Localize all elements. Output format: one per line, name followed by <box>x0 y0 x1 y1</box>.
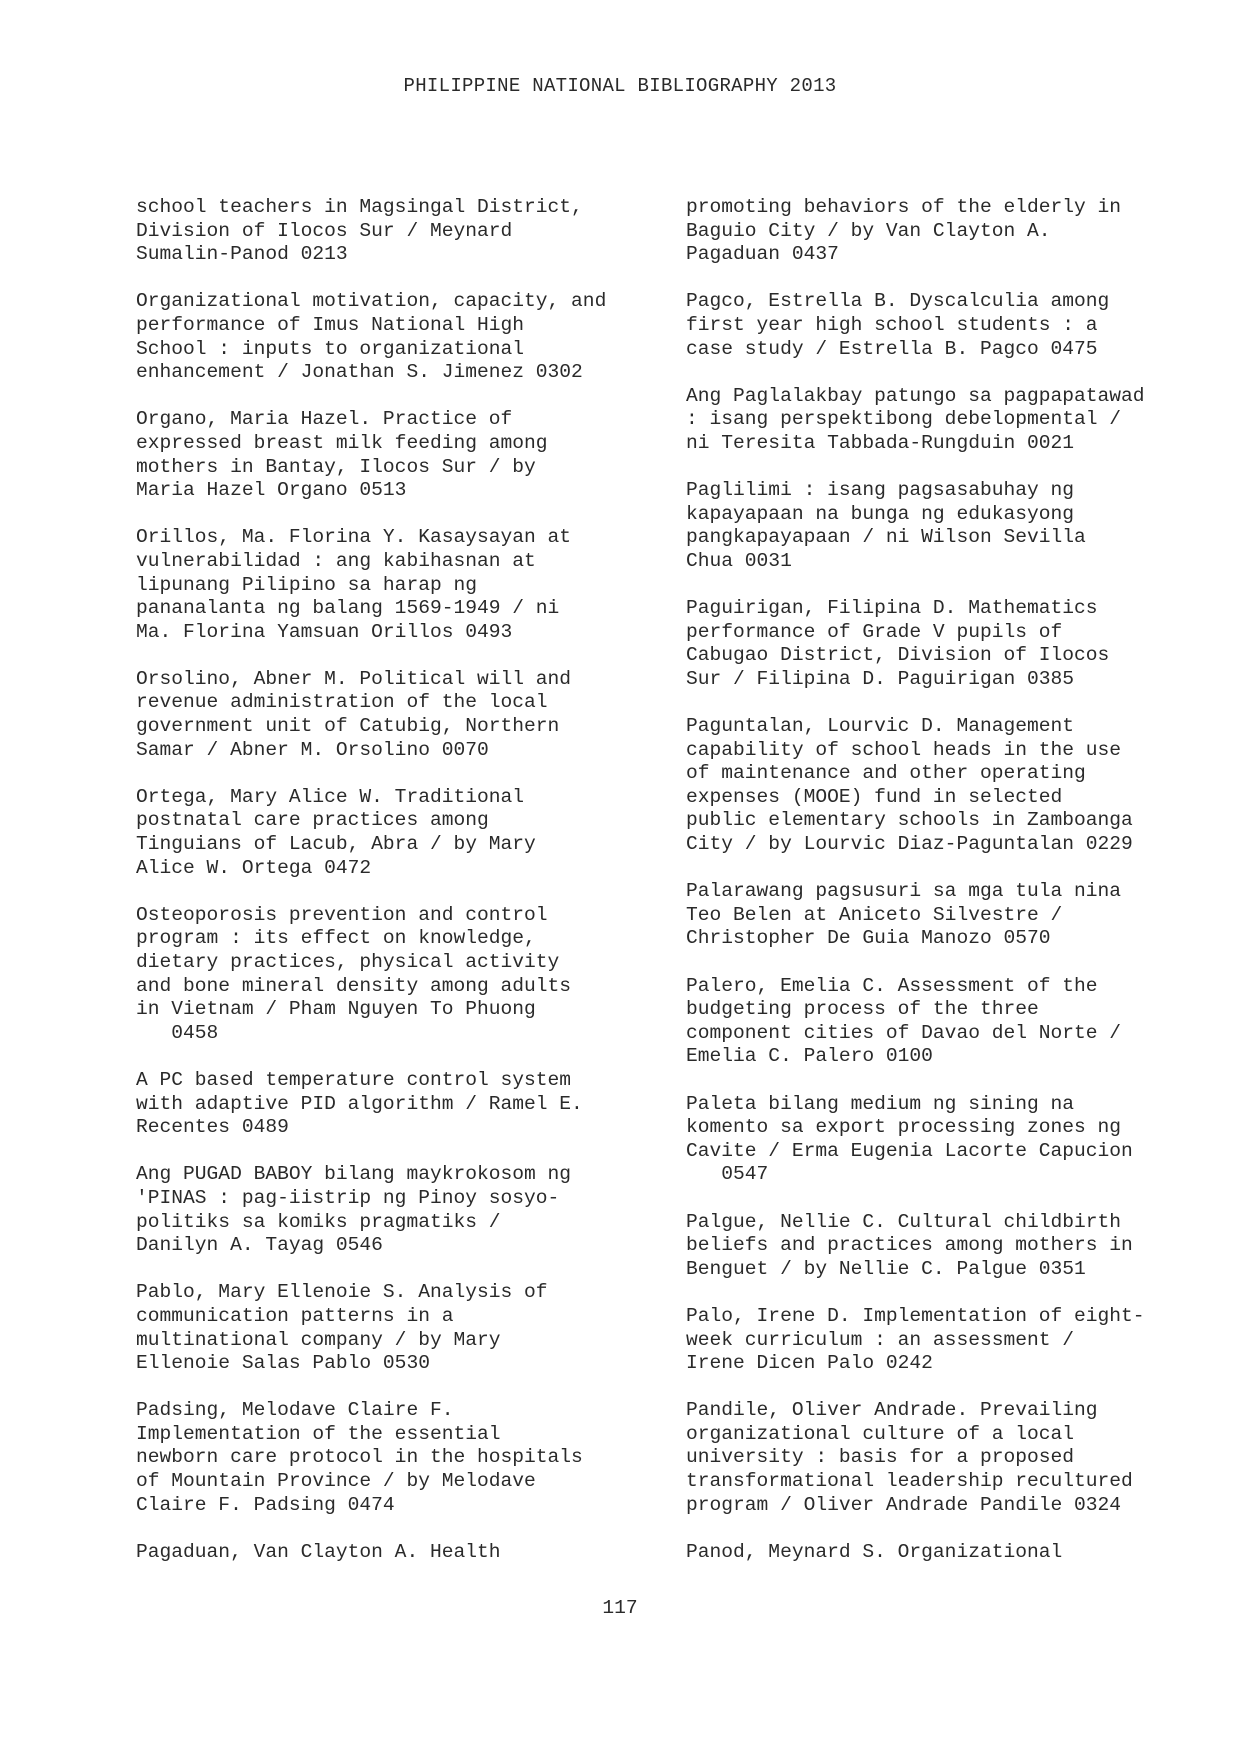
entry-line: Palarawang pagsusuri sa mga tula nina <box>686 880 1122 903</box>
entry-line: Implementation of the essential <box>136 1422 501 1445</box>
entry-line: 0458 <box>136 1021 219 1044</box>
entry-line: capability of school heads in the use <box>686 738 1122 761</box>
entry-line: program / Oliver Andrade Pandile 0324 <box>686 1493 1122 1516</box>
entry-line: Cabugao District, Division of Ilocos <box>686 644 1110 667</box>
entry-line: public elementary schools in Zamboanga <box>686 809 1133 832</box>
entry-line: 'PINAS : pag-iistrip ng Pinoy sosyo- <box>136 1186 560 1209</box>
entry-line: school teachers in Magsingal District, <box>136 196 583 218</box>
entry-line: vulnerabilidad : ang kabihasnan at <box>136 549 536 572</box>
entry-line: case study / Estrella B. Pagco 0475 <box>686 337 1098 360</box>
bibliography-entry <box>686 196 1216 267</box>
entry-line: and bone mineral density among adults <box>136 974 572 997</box>
bibliography-entry <box>136 1281 666 1375</box>
entry-line: Paguntalan, Lourvic D. Management <box>686 715 1075 738</box>
bibliography-entry <box>686 715 1216 857</box>
entry-line: budgeting process of the three <box>686 998 1039 1021</box>
entry-line: Pandile, Oliver Andrade. Prevailing <box>686 1399 1098 1422</box>
entry-line: Padsing, Melodave Claire F. <box>136 1399 454 1422</box>
entry-line: Christopher De Guia Manozo 0570 <box>686 927 1051 950</box>
entry-line: Sumalin-Panod 0213 <box>136 243 348 266</box>
entry-line: week curriculum : an assessment / <box>686 1328 1075 1351</box>
entry-line: newborn care protocol in the hospitals <box>136 1446 583 1469</box>
entry-line: Orsolino, Abner M. Political will and <box>136 667 572 690</box>
entry-line: Claire F. Padsing 0474 <box>136 1493 395 1516</box>
bibliography-entry <box>136 290 666 384</box>
entry-line: Maria Hazel Organo 0513 <box>136 479 407 502</box>
left-column <box>136 196 666 1588</box>
entry-line: kapayapaan na bunga ng edukasyong <box>686 502 1075 525</box>
entry-line: revenue administration of the local <box>136 691 548 714</box>
entry-line: promoting behaviors of the elderly in <box>686 196 1122 218</box>
entry-line: Pagco, Estrella B. Dyscalculia among <box>686 290 1110 313</box>
bibliography-entry <box>686 1211 1216 1282</box>
entry-line: Tinguians of Lacub, Abra / by Mary <box>136 833 536 856</box>
entry-line: expenses (MOOE) fund in selected <box>686 785 1063 808</box>
entry-line: Osteoporosis prevention and control <box>136 903 548 926</box>
page-header: PHILIPPINE NATIONAL BIBLIOGRAPHY 2013 <box>403 75 837 97</box>
bibliography-entry <box>136 1163 666 1257</box>
entry-line: dietary practices, physical activity <box>136 951 560 973</box>
bibliography-entry <box>686 1541 1216 1565</box>
entry-line: expressed breast milk feeding among <box>136 431 548 454</box>
entry-line: pangkapayapaan / ni Wilson Sevilla <box>686 526 1086 549</box>
entry-line: Ang Paglalakbay patungo sa pagpapatawad <box>686 384 1145 407</box>
bibliography-entry <box>136 904 666 1046</box>
entry-line: Alice W. Ortega 0472 <box>136 856 372 879</box>
entry-line: mothers in Bantay, Ilocos Sur / by <box>136 455 536 478</box>
entry-line: Ma. Florina Yamsuan Orillos 0493 <box>136 620 513 643</box>
right-column <box>686 196 1216 1588</box>
entry-line: Pagaduan, Van Clayton A. Health <box>136 1540 501 1563</box>
entry-line: Paguirigan, Filipina D. Mathematics <box>686 597 1098 620</box>
entry-line: Ellenoie Salas Pablo 0530 <box>136 1352 430 1375</box>
entry-line: Baguio City / by Van Clayton A. <box>686 219 1051 242</box>
entry-line: komento sa export processing zones ng <box>686 1116 1122 1139</box>
entry-line: Palo, Irene D. Implementation of eight- <box>686 1304 1145 1327</box>
bibliography-entry <box>686 1399 1216 1517</box>
entry-line: university : basis for a proposed <box>686 1446 1075 1469</box>
entry-line: Paglilimi : isang pagsasabuhay ng <box>686 479 1075 502</box>
entry-line: pananalanta ng balang 1569-1949 / ni <box>136 597 560 620</box>
entry-line: Teo Belen at Aniceto Silvestre / <box>686 903 1063 926</box>
entry-line: of Mountain Province / by Melodave <box>136 1470 536 1493</box>
entry-line: A PC based temperature control system <box>136 1068 572 1091</box>
bibliography-entry <box>136 1541 666 1565</box>
bibliography-entry <box>686 975 1216 1069</box>
bibliography-entry <box>136 668 666 762</box>
entry-line: first year high school students : a <box>686 313 1098 336</box>
entry-line: multinational company / by Mary <box>136 1328 501 1351</box>
bibliography-entry <box>686 479 1216 573</box>
entry-line: Sur / Filipina D. Paguirigan 0385 <box>686 667 1075 690</box>
entry-line: government unit of Catubig, Northern <box>136 715 560 738</box>
entry-line: Division of Ilocos Sur / Meynard <box>136 219 513 242</box>
entry-line: Benguet / by Nellie C. Palgue 0351 <box>686 1257 1086 1280</box>
bibliography-entry <box>686 1305 1216 1376</box>
bibliography-entry <box>136 1069 666 1140</box>
bibliography-entry <box>136 1399 666 1517</box>
bibliography-entry <box>136 408 666 502</box>
entry-line: transformational leadership recultured <box>686 1470 1133 1493</box>
entry-line: program : its effect on knowledge, <box>136 927 536 950</box>
entry-line: ni Teresita Tabbada-Rungduin 0021 <box>686 431 1075 454</box>
entry-line: Samar / Abner M. Orsolino 0070 <box>136 738 489 761</box>
bibliography-entry <box>686 290 1216 361</box>
entry-line: postnatal care practices among <box>136 809 489 832</box>
bibliography-entry <box>136 196 666 267</box>
entry-line: Orillos, Ma. Florina Y. Kasaysayan at <box>136 526 572 549</box>
entry-line: Recentes 0489 <box>136 1116 289 1139</box>
bibliography-entry <box>686 880 1216 951</box>
entry-line: Ang PUGAD BABOY bilang maykrokosom ng <box>136 1163 572 1186</box>
entry-line: Ortega, Mary Alice W. Traditional <box>136 785 525 808</box>
page-number: 117 <box>602 1597 638 1619</box>
entry-line: of maintenance and other operating <box>686 762 1086 785</box>
entry-line: component cities of Davao del Norte / <box>686 1021 1122 1044</box>
entry-line: beliefs and practices among mothers in <box>686 1234 1133 1257</box>
entry-line: Irene Dicen Palo 0242 <box>686 1352 933 1375</box>
entry-line: performance of Grade V pupils of <box>686 620 1063 643</box>
entry-line: Paleta bilang medium ng sining na <box>686 1092 1075 1115</box>
entry-line: Panod, Meynard S. Organizational <box>686 1540 1063 1563</box>
entry-line: enhancement / Jonathan S. Jimenez 0302 <box>136 361 583 384</box>
entry-line: performance of Imus National High <box>136 313 525 336</box>
entry-line: : isang perspektibong debelopmental / <box>686 408 1122 431</box>
entry-line: Chua 0031 <box>686 549 792 572</box>
entry-line: Organo, Maria Hazel. Practice of <box>136 408 513 431</box>
entry-line: Palgue, Nellie C. Cultural childbirth <box>686 1210 1122 1233</box>
entry-line: Pagaduan 0437 <box>686 243 839 266</box>
entry-line: 0547 <box>686 1163 769 1186</box>
entry-line: in Vietnam / Pham Nguyen To Phuong <box>136 998 536 1021</box>
entry-line: Pablo, Mary Ellenoie S. Analysis of <box>136 1281 548 1304</box>
entry-line: communication patterns in a <box>136 1304 454 1327</box>
bibliography-entry <box>686 385 1216 456</box>
entry-line: organizational culture of a local <box>686 1422 1075 1445</box>
entry-line: Cavite / Erma Eugenia Lacorte Capucion <box>686 1139 1133 1162</box>
entry-line: Danilyn A. Tayag 0546 <box>136 1234 383 1257</box>
bibliography-entry <box>136 786 666 880</box>
bibliography-entry <box>136 526 666 644</box>
entry-line: City / by Lourvic Diaz-Paguntalan 0229 <box>686 833 1133 856</box>
entry-line: School : inputs to organizational <box>136 337 525 360</box>
entry-line: lipunang Pilipino sa harap ng <box>136 573 477 596</box>
entry-line: politiks sa komiks pragmatiks / <box>136 1210 501 1233</box>
entry-line: Organizational motivation, capacity, and <box>136 290 607 313</box>
bibliography-entry <box>686 1093 1216 1187</box>
bibliography-entry <box>686 597 1216 691</box>
entry-line: Emelia C. Palero 0100 <box>686 1045 933 1068</box>
entry-line: with adaptive PID algorithm / Ramel E. <box>136 1092 583 1115</box>
entry-line: Palero, Emelia C. Assessment of the <box>686 974 1098 997</box>
